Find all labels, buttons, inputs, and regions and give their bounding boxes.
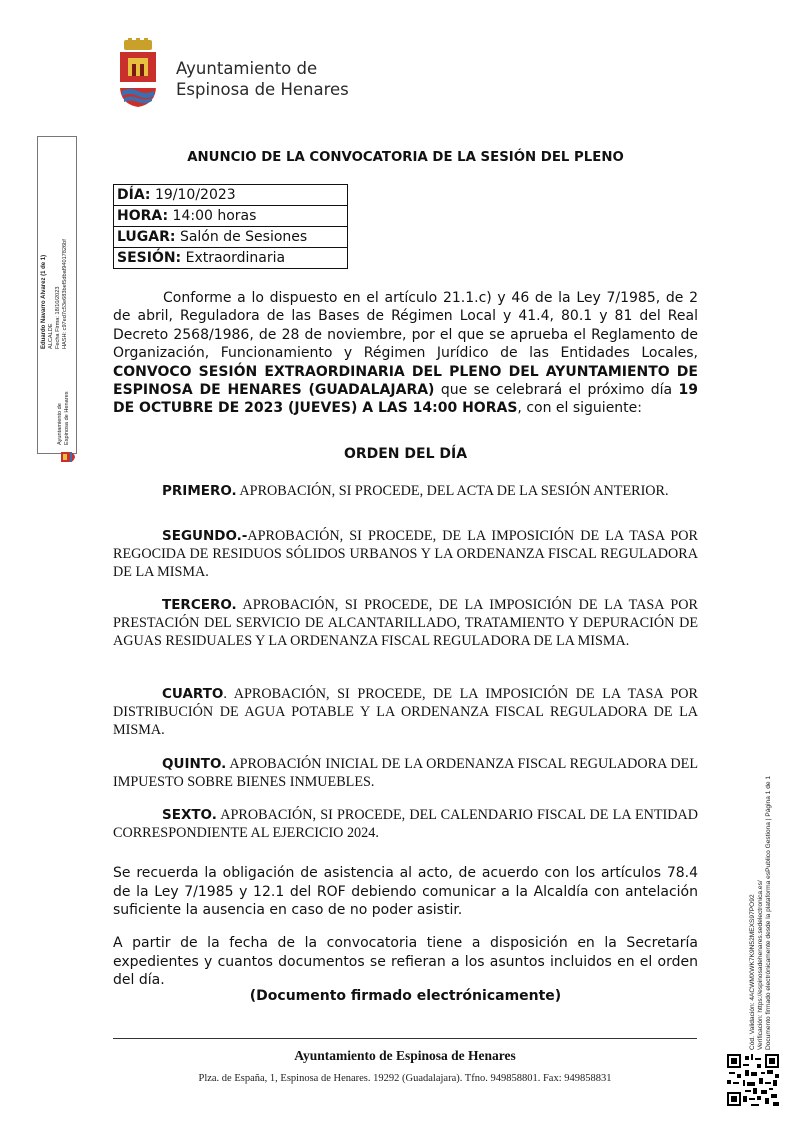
agenda-item-6: [113, 806, 698, 842]
info-label: LUGAR:: [117, 229, 176, 245]
agenda-item-3: [113, 596, 698, 650]
info-value: Salón de Sesiones: [175, 229, 308, 245]
stamp-date: Fecha Firma: 18/10/2023: [55, 286, 61, 349]
intro-bold-convoco: CONVOCO SESIÓN EXTRAORDINARIA DEL PLENO DEL AYUNTAMIENTO DE ESPINOSA DE HENARES (GUADALAJARA): [113, 363, 698, 399]
agenda-item-2: [113, 527, 698, 581]
qr-code-icon: [727, 1054, 779, 1106]
session-info-table: [113, 184, 348, 269]
intro-paragraph: [113, 289, 698, 418]
agenda-item-label: QUINTO.: [162, 756, 227, 772]
info-label: SESIÓN:: [117, 250, 182, 266]
stamp-hash: HASH: c97ed7c53e683bef5dbaf94017826bf: [62, 239, 68, 349]
org-name: [176, 58, 349, 100]
document-title: ANUNCIO DE LA CONVOCATORIA DE LA SESIÓN DEL PLENO: [187, 150, 624, 165]
footer-org-name: Ayuntamiento de Espinosa de Henares: [294, 1048, 516, 1063]
agenda-item-text: . APROBACIÓN, SI PROCEDE, DE LA IMPOSICIÓN DE LA TASA POR DISTRIBUCIÓN DE AGUA POTABLE Y LA ORDENANZA FISCAL REGULADORA DE LA MISMA.: [113, 686, 698, 738]
stamp-org-line1: Ayuntamiento de: [57, 403, 63, 445]
footer-address: Plza. de España, 1, Espinosa de Henares. 19292 (Guadalajara). Tfno. 949858801. Fax: 949858831: [198, 1073, 612, 1084]
verification-url[interactable]: Verificación: https://espinosadehenares.sedelectronica.es/: [757, 880, 764, 1050]
intro-text: que se celebrará el próximo día: [434, 382, 679, 399]
coat-of-arms-icon: [116, 38, 160, 108]
agenda-item-text: APROBACIÓN, SI PROCEDE, DE LA IMPOSICIÓN DE LA TASA POR REGOCIDA DE RESIDUOS SÓLIDOS URBANOS Y LA ORDENANZA FISCAL REGULADORA DE LA MISMA.: [113, 528, 698, 580]
agenda-item-5: [113, 755, 698, 791]
info-row-hora: [114, 206, 348, 227]
header-logo: [112, 38, 352, 110]
info-label: HORA:: [117, 208, 169, 224]
signature-stamp: [37, 136, 77, 454]
agenda-item-1: [113, 482, 698, 500]
stamp-coat-of-arms-icon: [59, 451, 75, 463]
agenda-item-text: APROBACIÓN, SI PROCEDE, DEL ACTA DE LA SESIÓN ANTERIOR.: [236, 483, 669, 499]
org-name-line1: Ayuntamiento de: [176, 59, 318, 78]
verification-info: [740, 700, 782, 1050]
agenda-item-text: APROBACIÓN, SI PROCEDE, DE LA IMPOSICIÓN DE LA TASA POR PRESTACIÓN DEL SERVICIO DE ALCANTARILLADO, TRATAMIENTO Y DEPURACIÓN DE AGUAS RESIDUALES Y LA ORDENANZA FISCAL REGULADORA DE LA MISMA.: [113, 597, 698, 649]
info-row-sesion: [114, 248, 348, 269]
attendance-reminder: Se recuerda la obligación de asistencia al acto, de acuerdo con los artículos 78.4 de la Ley 7/1985 y 12.1 del ROF debiendo comunicar a la Alcaldía con antelación suficiente la ausencia en caso de no poder asistir.: [113, 865, 698, 918]
info-value: Extraordinaria: [181, 250, 286, 266]
stamp-signer: Eduardo Navarro Alvarez (1 de 1): [41, 254, 47, 349]
info-row-dia: [114, 185, 348, 206]
info-label: DÍA:: [117, 187, 151, 203]
verification-code: Cód. Validación: 4ACWMXWK7K9N52MEXS97PO92: [749, 894, 756, 1050]
org-name-line2: Espinosa de Henares: [176, 80, 349, 99]
intro-bold-date: 19 DE OCTUBRE DE 2023 (JUEVES) A LAS 14:00 HORAS: [113, 382, 698, 417]
info-value: 19/10/2023: [150, 187, 236, 203]
signed-note: (Documento firmado electrónicamente): [249, 988, 562, 1004]
agenda-title: ORDEN DEL DÍA: [343, 446, 468, 462]
documents-availability: A partir de la fecha de la convocatoria tiene a disposición en la Secretaría expedientes y cuantos documentos se refieran a los asuntos incluidos en el orden del día.: [113, 935, 698, 988]
info-row-lugar: [114, 227, 348, 248]
footer-divider: [113, 1038, 697, 1039]
agenda-item-label: PRIMERO.: [162, 483, 237, 499]
agenda-item-text: APROBACIÓN INICIAL DE LA ORDENANZA FISCAL REGULADORA DEL IMPUESTO SOBRE BIENES INMUEBLES.: [113, 756, 698, 790]
intro-text: Conforme a lo dispuesto en el artículo 21.1.c) y 46 de la Ley 7/1985, de 2 de abril, Reguladora de las Bases de Régimen Local y 41.4, 80.1 y 81 del Real Decreto 2568/1986, de 28 de noviembre, por el que se aprueba el Reglamento de Organización, Funcionamiento y Régimen Jurídico de las Entidades Locales,: [113, 290, 698, 362]
intro-text: , con el siguiente:: [517, 400, 642, 417]
agenda-item-label: CUARTO: [162, 686, 224, 702]
agenda-item-text: APROBACIÓN, SI PROCEDE, DEL CALENDARIO FISCAL DE LA ENTIDAD CORRESPONDIENTE AL EJERCICIO 2024.: [113, 807, 698, 841]
verification-platform: Documento firmado electrónicamente desde la plataforma esPublico Gestiona | Página 1 de 1: [765, 775, 772, 1050]
agenda-item-4: [113, 685, 698, 739]
info-value: 14:00 horas: [168, 208, 257, 224]
agenda-item-label: SEGUNDO.-: [162, 528, 248, 544]
agenda-item-label: SEXTO.: [162, 807, 217, 823]
stamp-role: ALCALDE: [48, 323, 54, 349]
stamp-org-line2: Espinosa de Henares: [64, 391, 70, 445]
agenda-item-label: TERCERO.: [162, 597, 237, 613]
